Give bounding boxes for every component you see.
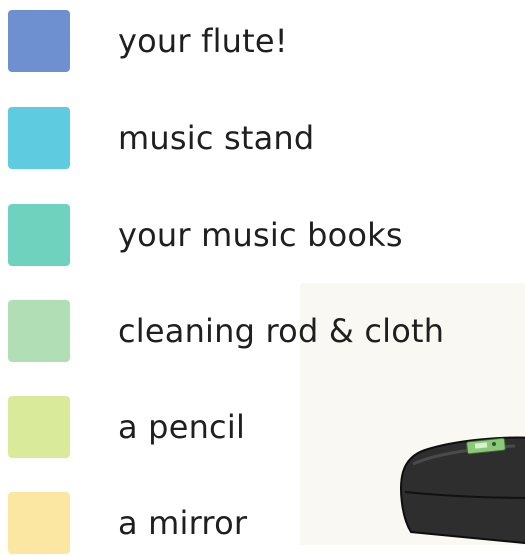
list-item-label: your music books [118, 216, 403, 254]
list-item [0, 204, 525, 268]
color-swatch [8, 10, 70, 72]
list-item-label: a mirror [118, 504, 248, 542]
list-item-label: a pencil [118, 408, 246, 446]
list-item [0, 300, 525, 364]
list-item-label: your flute! [118, 22, 288, 60]
color-swatch [8, 107, 70, 169]
list-item-label: cleaning rod & cloth [118, 312, 445, 350]
list-item [0, 10, 525, 74]
case-tag-dot [492, 442, 496, 446]
list-item-label: music stand [118, 119, 315, 157]
color-swatch [8, 300, 70, 362]
color-swatch [8, 396, 70, 458]
case-body [401, 438, 525, 545]
flute-case-icon [395, 420, 525, 545]
list-item [0, 107, 525, 171]
color-swatch [8, 204, 70, 266]
